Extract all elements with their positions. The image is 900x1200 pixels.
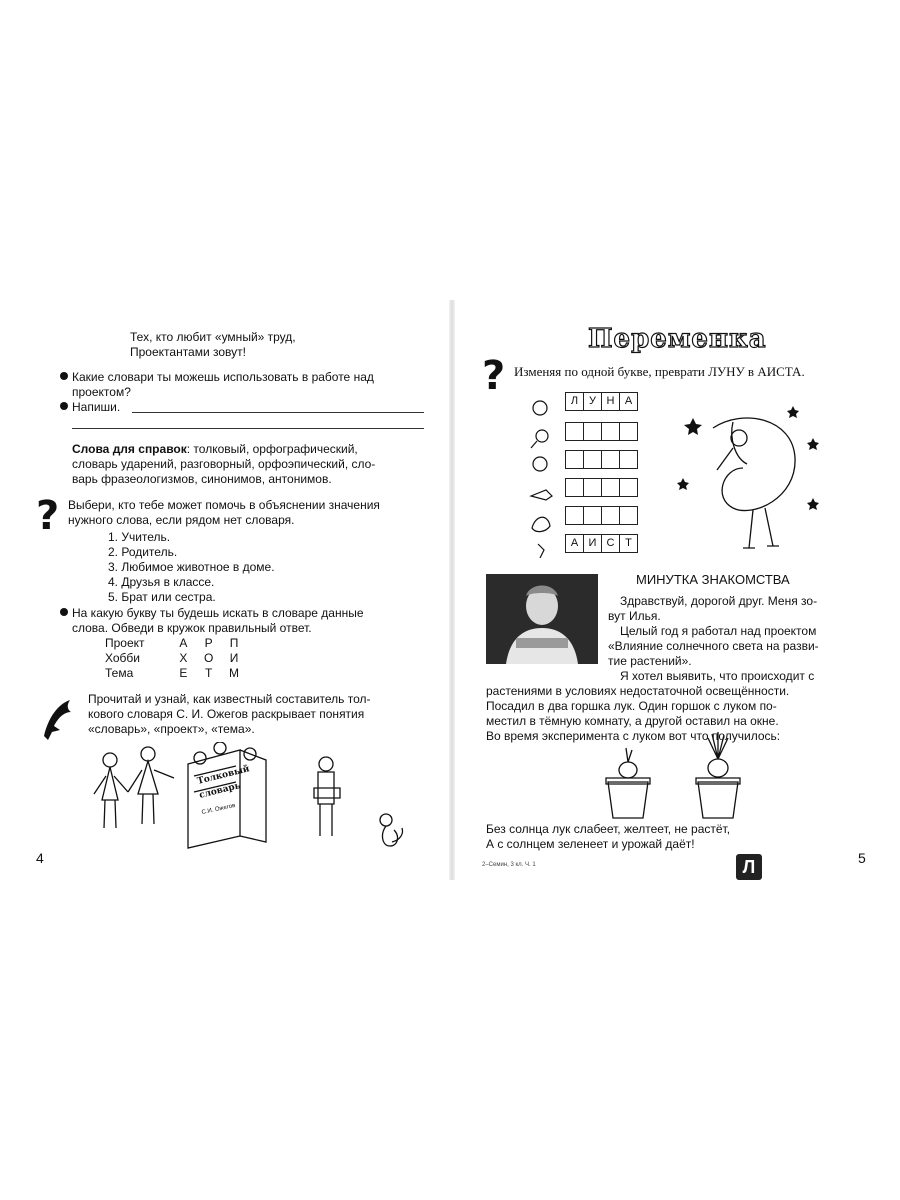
- footer-note: 2–Семин, 3 кл. Ч. 1: [482, 862, 536, 868]
- reference-line-3: варь фразеологизмов, синонимов, антонимов.: [72, 472, 332, 486]
- stork-icon: [538, 544, 544, 558]
- pot-dark-room: [608, 782, 648, 818]
- question-mark-icon: ?: [36, 493, 60, 539]
- story-line: Здравствуй, дорогой друг. Меня зо-: [620, 594, 818, 608]
- question-helpers-line-1: Выбери, кто тебе может помочь в объяснении значения: [68, 498, 380, 512]
- answer-line-1[interactable]: [132, 412, 424, 413]
- story-line: Во время эксперимента с луком вот что получилось:: [486, 729, 781, 743]
- publisher-logo: Л: [736, 854, 762, 880]
- leaf-icon: [532, 517, 550, 531]
- grid-row-bottom: [566, 534, 638, 553]
- grid-cell-empty[interactable]: [565, 506, 584, 525]
- left-page: [30, 312, 445, 872]
- grid-row-empty-3: [566, 478, 638, 497]
- option-5[interactable]: 5. Брат или сестра.: [108, 590, 216, 604]
- reference-title: Слова для справок: [72, 442, 187, 456]
- grid-cell: С: [601, 534, 620, 553]
- letter-choice[interactable]: О: [204, 651, 214, 665]
- grid-cell-empty[interactable]: [565, 422, 584, 441]
- grid-cell-empty[interactable]: [601, 478, 620, 497]
- conclusion-line-2: А с солнцем зеленеет и урожай даёт!: [486, 837, 695, 851]
- reference-words: [72, 442, 442, 487]
- write-prompt: [60, 400, 120, 415]
- verse-line-1: Тех, кто любит «умный» труд,: [130, 330, 296, 344]
- grid-cell-empty[interactable]: [583, 450, 602, 469]
- letter-row-theme: [105, 666, 245, 681]
- question-first-letter: [60, 606, 364, 636]
- picture-column: [526, 398, 556, 558]
- question-first-letter-line-2: слова. Обведи в кружок правильный ответ.: [72, 621, 312, 635]
- option-2[interactable]: 2. Родитель.: [108, 545, 178, 559]
- grid-cell: А: [565, 534, 584, 553]
- conclusion-line-1: Без солнца лук слабеет, желтеет, не растёт,: [486, 822, 731, 836]
- onion-icon: [533, 457, 547, 471]
- verse: [130, 330, 296, 360]
- question-mark-icon: ?: [482, 353, 506, 399]
- story-line: местил в тёмную комнату, а другой оставил на окне.: [486, 714, 779, 728]
- letter-choice[interactable]: Е: [179, 666, 188, 680]
- bullet-icon: [60, 608, 68, 616]
- grid-row-top: [566, 392, 638, 411]
- letter-row-project: [105, 636, 245, 651]
- question-dictionaries-line-2: проектом?: [72, 385, 131, 399]
- dictionary-illustration: [90, 742, 440, 854]
- verse-line-2: Проектантами зовут!: [130, 345, 246, 359]
- fox-icon: [531, 490, 552, 500]
- story-line: Целый год я работал над проектом: [620, 624, 817, 638]
- story-line: тие растений».: [608, 654, 692, 668]
- question-dictionaries-line-1: Какие словари ты можешь использовать в работе над: [72, 370, 374, 384]
- grid-cell-empty[interactable]: [601, 422, 620, 441]
- letter-choice[interactable]: М: [229, 666, 240, 680]
- option-3[interactable]: 3. Любимое животное в доме.: [108, 560, 275, 574]
- question-dictionaries: [60, 370, 374, 400]
- grid-cell-empty[interactable]: [583, 506, 602, 525]
- story-line: Я хотел выявить, что происходит с: [620, 669, 815, 683]
- onion-pots-illustration: [598, 732, 758, 822]
- word-project: Проект: [105, 636, 145, 650]
- letter-choice[interactable]: Р: [204, 636, 213, 650]
- option-1[interactable]: 1. Учитель.: [108, 530, 171, 544]
- grid-cell: У: [583, 392, 602, 411]
- reference-line-1: : толковый, орфографический,: [186, 442, 358, 456]
- grid-cell-empty[interactable]: [601, 450, 620, 469]
- story-line: «Влияние солнечного света на разви-: [608, 639, 819, 653]
- read-task-line-2: кового словаря С. И. Ожегов раскрывает понятия: [88, 707, 365, 721]
- question-first-letter-line-1: На какую букву ты будешь искать в словаре данные: [72, 606, 364, 620]
- banner-title: Переменка: [588, 324, 767, 354]
- read-task: [88, 692, 371, 737]
- answer-line-2[interactable]: [72, 428, 424, 429]
- word-hobby: Хобби: [105, 651, 140, 665]
- story-text-right-column: [608, 594, 819, 684]
- word-ladder-task: Изменяя по одной букве, преврати ЛУНУ в АИСТА.: [514, 364, 805, 379]
- grid-cell-empty[interactable]: [619, 478, 638, 497]
- reference-line-2: словарь ударений, разговорный, орфоэпический, сло-: [72, 457, 376, 471]
- letter-choice[interactable]: П: [229, 636, 239, 650]
- grid-cell: Л: [565, 392, 584, 411]
- grid-cell: Н: [601, 392, 620, 411]
- bullet-icon: [60, 372, 68, 380]
- word-theme: Тема: [105, 666, 134, 680]
- question-helpers-line-2: нужного слова, если рядом нет словаря.: [68, 513, 295, 527]
- book-spine: [449, 300, 455, 880]
- dolphin-icon: [40, 696, 74, 742]
- grid-cell-empty[interactable]: [565, 478, 584, 497]
- option-4[interactable]: 4. Друзья в классе.: [108, 575, 215, 589]
- boy-photo: [486, 574, 598, 664]
- letter-choice[interactable]: Т: [205, 666, 213, 680]
- grid-cell: А: [619, 392, 638, 411]
- grid-row-empty-2: [566, 450, 638, 469]
- read-task-line-3: «словарь», «проект», «тема».: [88, 722, 255, 736]
- stork-moon-illustration: [673, 398, 833, 558]
- story-line: растениями в условиях недостаточной освещённости.: [486, 684, 790, 698]
- grid-cell-empty[interactable]: [583, 422, 602, 441]
- page-number-right: 5: [858, 850, 866, 866]
- letter-table: [105, 636, 245, 681]
- page-number-left: 4: [36, 850, 44, 866]
- book-title-line-1: Толковый: [196, 764, 251, 787]
- section-title: МИНУТКА ЗНАКОМСТВА: [636, 572, 790, 587]
- book-title-line-2: словарь: [198, 780, 242, 801]
- pot-window: [698, 782, 738, 818]
- grid-cell-empty[interactable]: [619, 422, 638, 441]
- read-task-line-1: Прочитай и узнай, как известный составитель тол-: [88, 692, 371, 706]
- letter-choice[interactable]: А: [179, 636, 188, 650]
- letter-choice[interactable]: Х: [179, 651, 188, 665]
- grid-cell-empty[interactable]: [565, 450, 584, 469]
- grid-cell-empty[interactable]: [619, 450, 638, 469]
- book-author: С.И. Ожегов: [201, 802, 236, 816]
- grid-row-empty-1: [566, 422, 638, 441]
- magnifier-icon: [536, 430, 548, 442]
- letter-row-hobby: [105, 651, 245, 666]
- grid-cell: Т: [619, 534, 638, 553]
- grid-row-empty-4: [566, 506, 638, 525]
- right-page: [458, 312, 878, 877]
- letter-choice[interactable]: И: [229, 651, 239, 665]
- question-helpers: [68, 498, 380, 528]
- story-line: Посадил в два горшка лук. Один горшок с луком по-: [486, 699, 777, 713]
- grid-cell-empty[interactable]: [601, 506, 620, 525]
- grid-cell: И: [583, 534, 602, 553]
- write-label: Напиши.: [72, 400, 121, 414]
- moon-icon: [533, 401, 547, 415]
- conclusion: [486, 822, 730, 852]
- options-list: [108, 530, 275, 605]
- bullet-icon: [60, 402, 68, 410]
- grid-cell-empty[interactable]: [583, 478, 602, 497]
- grid-cell-empty[interactable]: [619, 506, 638, 525]
- story-line: вут Илья.: [608, 609, 661, 623]
